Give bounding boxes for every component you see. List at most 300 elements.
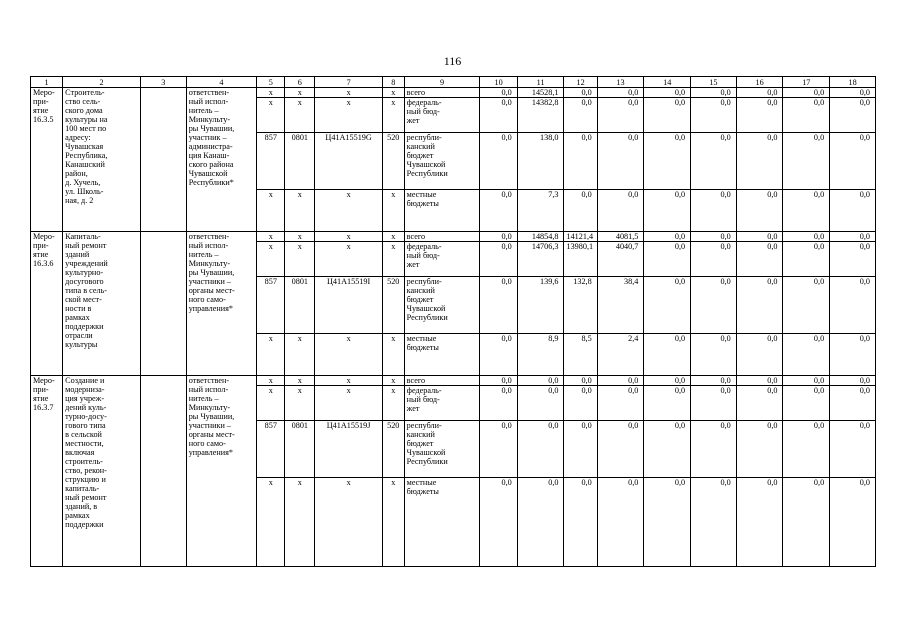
funding-source-line: республи-: [406, 421, 442, 430]
code-cell-c6: х: [285, 376, 315, 386]
amount-cell: 0,0: [480, 334, 517, 376]
amount-cell: 0,0: [830, 421, 876, 478]
amount-cell: 0,0: [691, 242, 737, 277]
amount-cell: 0,0: [830, 376, 876, 386]
amount-cell: 0,0: [783, 421, 830, 478]
event-name-cell: [63, 88, 141, 232]
amount-cell: 14854,8: [517, 232, 564, 242]
executor-line: Минкульту-: [188, 403, 231, 412]
event-id-line: 16.3.6: [33, 259, 54, 268]
amount-cell: 0,0: [736, 478, 783, 567]
event-name-line: ского дома: [65, 106, 103, 115]
code-cell-c6: х: [285, 334, 315, 376]
funding-source-line: бюджет: [406, 295, 434, 304]
code-cell-c8: х: [382, 232, 404, 242]
amount-cell: 0,0: [644, 386, 691, 421]
column-header: 17: [783, 77, 830, 88]
header-row: [31, 77, 876, 88]
funding-source-cell: [404, 232, 480, 242]
amount-cell: 0,0: [736, 376, 783, 386]
amount-cell: 14706,3: [517, 242, 564, 277]
column-header: 4: [186, 77, 257, 88]
amount-cell: 0,0: [597, 386, 644, 421]
column-header: 9: [404, 77, 480, 88]
code-cell-c6: х: [285, 242, 315, 277]
table-row: [31, 376, 876, 386]
event-name-line: ул. Школь-: [65, 187, 104, 196]
amount-cell: 0,0: [480, 421, 517, 478]
funding-source-line: бюджеты: [406, 343, 439, 352]
amount-cell: 0,0: [691, 98, 737, 133]
event-name-line: местности,: [65, 439, 104, 448]
event-name-line: зданий: [65, 250, 90, 259]
funding-source-cell: [404, 98, 480, 133]
amount-cell: 0,0: [644, 376, 691, 386]
funding-source-line: канский: [406, 142, 435, 151]
event-name-line: адресу:: [65, 133, 91, 142]
funding-source-line: республи-: [406, 277, 442, 286]
amount-cell: 0,0: [783, 376, 830, 386]
amount-cell: 0,0: [597, 376, 644, 386]
code-cell-c8: 520: [382, 277, 404, 334]
amount-cell: 0,0: [783, 190, 830, 232]
event-name-line: Капиталь-: [65, 232, 101, 241]
amount-cell: 0,0: [830, 334, 876, 376]
executor-line: администра-: [188, 142, 233, 151]
event-name-line: модерниза-: [65, 385, 105, 394]
funding-source-line: бюджет: [406, 439, 434, 448]
amount-cell: 2,4: [597, 334, 644, 376]
code-cell-c7: х: [315, 478, 382, 567]
amount-cell: 0,0: [644, 88, 691, 98]
funding-source-line: Республики: [406, 313, 448, 322]
code-cell-c8: 520: [382, 133, 404, 190]
funding-source-line: Республики: [406, 457, 448, 466]
amount-cell: 0,0: [480, 190, 517, 232]
amount-cell: 0,0: [830, 277, 876, 334]
code-cell-c8: 520: [382, 421, 404, 478]
executor-line: нитель –: [188, 394, 219, 403]
executor-line: ного само-: [188, 295, 226, 304]
event-name-line: Канашский: [65, 160, 105, 169]
code-cell-c7: Ц41А15519J: [315, 421, 382, 478]
amount-cell: 7,3: [517, 190, 564, 232]
event-name-line: рамках: [65, 313, 90, 322]
amount-cell: 0,0: [830, 98, 876, 133]
amount-cell: 0,0: [736, 133, 783, 190]
empty-cell: [141, 232, 187, 376]
funding-source-line: бюджеты: [406, 199, 439, 208]
code-cell-c7: х: [315, 98, 382, 133]
event-id-line: Меро-: [33, 232, 55, 241]
amount-cell: 0,0: [783, 98, 830, 133]
page-number: 116: [443, 54, 462, 68]
funding-source-cell: [404, 190, 480, 232]
amount-cell: 139,6: [517, 277, 564, 334]
code-cell-c8: х: [382, 478, 404, 567]
funding-source-line: республи-: [406, 133, 442, 142]
event-name-line: отрасли: [65, 331, 93, 340]
amount-cell: 0,0: [691, 232, 737, 242]
amount-cell: 0,0: [691, 376, 737, 386]
event-name-line: ный ремонт: [65, 241, 107, 250]
amount-cell: 0,0: [691, 133, 737, 190]
event-name-line: зданий, в: [65, 502, 98, 511]
column-header: 14: [644, 77, 691, 88]
event-name-line: ция учреж-: [65, 394, 105, 403]
code-cell-c5: х: [257, 88, 285, 98]
executor-line: ного само-: [188, 439, 226, 448]
empty-cell: [141, 88, 187, 232]
amount-cell: 0,0: [783, 334, 830, 376]
code-cell-c8: х: [382, 98, 404, 133]
amount-cell: 8,5: [564, 334, 597, 376]
funding-source-line: жет: [406, 260, 420, 269]
amount-cell: 0,0: [564, 376, 597, 386]
amount-cell: 0,0: [564, 88, 597, 98]
amount-cell: 0,0: [783, 386, 830, 421]
event-name-line: типа в сель-: [65, 286, 108, 295]
event-name-line: ство, рекон-: [65, 466, 107, 475]
column-header: 7: [315, 77, 382, 88]
code-cell-c7: х: [315, 190, 382, 232]
amount-cell: 0,0: [597, 88, 644, 98]
funding-source-cell: [404, 478, 480, 567]
column-header: 16: [736, 77, 783, 88]
amount-cell: 0,0: [736, 277, 783, 334]
amount-cell: 0,0: [480, 277, 517, 334]
event-name-line: струкцию и: [65, 475, 106, 484]
column-header: 10: [480, 77, 517, 88]
amount-cell: 0,0: [480, 98, 517, 133]
amount-cell: 0,0: [736, 232, 783, 242]
code-cell-c5: х: [257, 386, 285, 421]
executor-line: ры Чувашии,: [188, 412, 235, 421]
amount-cell: 0,0: [597, 190, 644, 232]
amount-cell: 0,0: [830, 242, 876, 277]
funding-source-line: Чувашской: [406, 448, 446, 457]
amount-cell: 0,0: [480, 133, 517, 190]
executor-line: участники –: [188, 277, 232, 286]
code-cell-c8: х: [382, 386, 404, 421]
code-cell-c7: х: [315, 376, 382, 386]
amount-cell: 0,0: [736, 421, 783, 478]
event-name-line: 100 мест по: [65, 124, 107, 133]
event-name-line: культурно-: [65, 268, 104, 277]
event-name-line: Строитель-: [65, 88, 105, 97]
executor-line: ры Чувашии,: [188, 124, 235, 133]
event-id-line: Меро-: [33, 88, 55, 97]
funding-source-line: Республики: [406, 169, 448, 178]
amount-cell: 0,0: [480, 88, 517, 98]
event-name-line: район,: [65, 169, 88, 178]
event-id-line: Меро-: [33, 376, 55, 385]
code-cell-c6: 0801: [285, 421, 315, 478]
amount-cell: 0,0: [736, 88, 783, 98]
column-header: 1: [31, 77, 63, 88]
event-id-line: ятие: [33, 250, 49, 259]
column-header: 13: [597, 77, 644, 88]
event-id-cell: [31, 232, 63, 376]
executor-line: нитель –: [188, 106, 219, 115]
code-cell-c5: х: [257, 98, 285, 133]
code-cell-c7: х: [315, 334, 382, 376]
code-cell-c5: х: [257, 376, 285, 386]
amount-cell: 13980,1: [564, 242, 597, 277]
funding-source-cell: [404, 242, 480, 277]
amount-cell: 14528,1: [517, 88, 564, 98]
amount-cell: 0,0: [480, 242, 517, 277]
executor-line: органы мест-: [188, 430, 235, 439]
funding-source-line: местные: [406, 478, 437, 487]
funding-source-cell: [404, 334, 480, 376]
funding-source-line: ный бюд-: [406, 395, 440, 404]
executor-line: ответствен-: [188, 88, 230, 97]
amount-cell: 14382,8: [517, 98, 564, 133]
code-cell-c6: х: [285, 190, 315, 232]
executor-line: ответствен-: [188, 232, 230, 241]
code-cell-c7: х: [315, 386, 382, 421]
funding-source-line: местные: [406, 190, 437, 199]
code-cell-c8: х: [382, 190, 404, 232]
code-cell-c6: х: [285, 232, 315, 242]
event-id-cell: [31, 88, 63, 232]
column-header: 11: [517, 77, 564, 88]
amount-cell: 0,0: [644, 98, 691, 133]
executor-line: участники –: [188, 421, 232, 430]
code-cell-c6: х: [285, 98, 315, 133]
funding-source-line: бюджеты: [406, 487, 439, 496]
event-id-line: при-: [33, 385, 49, 394]
executor-cell: [186, 376, 257, 567]
code-cell-c8: х: [382, 334, 404, 376]
event-id-line: при-: [33, 241, 49, 250]
executor-cell: [186, 232, 257, 376]
column-header: 5: [257, 77, 285, 88]
event-name-line: турно-досу-: [65, 412, 107, 421]
event-id-line: 16.3.7: [33, 403, 54, 412]
executor-line: ского района: [188, 160, 234, 169]
column-header: 15: [691, 77, 737, 88]
amount-cell: 0,0: [691, 478, 737, 567]
amount-cell: 0,0: [830, 478, 876, 567]
amount-cell: 0,0: [597, 478, 644, 567]
code-cell-c5: х: [257, 232, 285, 242]
code-cell-c7: х: [315, 88, 382, 98]
amount-cell: 4040,7: [597, 242, 644, 277]
amount-cell: 0,0: [691, 88, 737, 98]
event-name-line: рамках: [65, 511, 90, 520]
code-cell-c7: х: [315, 232, 382, 242]
amount-cell: 138,0: [517, 133, 564, 190]
event-name-line: Республика,: [65, 151, 108, 160]
event-id-cell: [31, 376, 63, 567]
column-header: 12: [564, 77, 597, 88]
executor-line: участник –: [188, 133, 227, 142]
funding-source-line: местные: [406, 334, 437, 343]
amount-cell: 38,4: [597, 277, 644, 334]
funding-source-line: ный бюд-: [406, 107, 440, 116]
executor-line: Республики*: [188, 178, 234, 187]
code-cell-c6: 0801: [285, 133, 315, 190]
funding-source-line: федераль-: [406, 242, 442, 251]
code-cell-c5: 857: [257, 277, 285, 334]
amount-cell: 0,0: [597, 98, 644, 133]
executor-line: ный испол-: [188, 385, 229, 394]
amount-cell: 0,0: [564, 478, 597, 567]
event-name-line: досугового: [65, 277, 104, 286]
amount-cell: 0,0: [644, 334, 691, 376]
amount-cell: 0,0: [691, 386, 737, 421]
event-name-line: поддержки: [65, 322, 104, 331]
amount-cell: 0,0: [830, 133, 876, 190]
amount-cell: 0,0: [783, 232, 830, 242]
amount-cell: 0,0: [644, 421, 691, 478]
amount-cell: 0,0: [691, 334, 737, 376]
amount-cell: 0,0: [644, 478, 691, 567]
event-name-cell: [63, 232, 141, 376]
amount-cell: 0,0: [517, 478, 564, 567]
amount-cell: 4081,5: [597, 232, 644, 242]
amount-cell: 0,0: [517, 376, 564, 386]
event-name-line: ство сель-: [65, 97, 101, 106]
amount-cell: 14121,4: [564, 232, 597, 242]
amount-cell: 0,0: [480, 376, 517, 386]
amount-cell: 0,0: [691, 277, 737, 334]
amount-cell: 0,0: [644, 277, 691, 334]
event-name-line: капиталь-: [65, 484, 100, 493]
funding-source-line: жет: [406, 404, 420, 413]
executor-line: ры Чувашии,: [188, 268, 235, 277]
executor-line: управления*: [188, 448, 233, 457]
table-row: [31, 232, 876, 242]
code-cell-c5: х: [257, 334, 285, 376]
executor-line: Минкульту-: [188, 259, 231, 268]
event-name-line: в сельской: [65, 430, 102, 439]
amount-cell: 0,0: [783, 133, 830, 190]
event-id-line: 16.3.5: [33, 115, 54, 124]
amount-cell: 0,0: [597, 133, 644, 190]
event-name-line: поддержки: [65, 520, 104, 529]
funding-source-line: федераль-: [406, 98, 442, 107]
column-header: 18: [830, 77, 876, 88]
executor-line: ный испол-: [188, 97, 229, 106]
event-id-line: ятие: [33, 394, 49, 403]
event-name-line: д. Хучель,: [65, 178, 101, 187]
column-header: 8: [382, 77, 404, 88]
amount-cell: 0,0: [517, 421, 564, 478]
code-cell-c5: х: [257, 242, 285, 277]
amount-cell: 0,0: [644, 190, 691, 232]
amount-cell: 0,0: [644, 232, 691, 242]
funding-source-cell: [404, 421, 480, 478]
amount-cell: 0,0: [644, 242, 691, 277]
amount-cell: 0,0: [736, 98, 783, 133]
column-header: 6: [285, 77, 315, 88]
executor-line: ция Канаш-: [188, 151, 230, 160]
amount-cell: 0,0: [480, 386, 517, 421]
event-name-line: культуры на: [65, 115, 108, 124]
executor-cell: [186, 88, 257, 232]
event-name-line: дений куль-: [65, 403, 107, 412]
amount-cell: 0,0: [830, 88, 876, 98]
funding-source-cell: [404, 88, 480, 98]
amount-cell: 0,0: [691, 421, 737, 478]
event-name-line: ской мест-: [65, 295, 102, 304]
code-cell-c6: х: [285, 88, 315, 98]
table-row: [31, 88, 876, 98]
funding-source-line: жет: [406, 116, 420, 125]
funding-source-cell: [404, 133, 480, 190]
executor-line: нитель –: [188, 250, 219, 259]
code-cell-c8: х: [382, 88, 404, 98]
code-cell-c6: х: [285, 478, 315, 567]
amount-cell: 0,0: [783, 478, 830, 567]
amount-cell: 0,0: [830, 386, 876, 421]
event-name-line: гового типа: [65, 421, 106, 430]
event-name-line: Создание и: [65, 376, 105, 385]
code-cell-c5: х: [257, 478, 285, 567]
event-name-line: учреждений: [65, 259, 108, 268]
code-cell-c6: х: [285, 386, 315, 421]
code-cell-c6: 0801: [285, 277, 315, 334]
event-name-line: ная, д. 2: [65, 196, 94, 205]
funding-source-line: канский: [406, 286, 435, 295]
amount-cell: 0,0: [480, 232, 517, 242]
empty-cell: [141, 376, 187, 567]
event-name-cell: [63, 376, 141, 567]
funding-source-line: Чувашской: [406, 304, 446, 313]
amount-cell: 0,0: [517, 386, 564, 421]
event-name-line: ный ремонт: [65, 493, 107, 502]
code-cell-c8: х: [382, 242, 404, 277]
executor-line: Чувашской: [188, 169, 228, 178]
funding-source-line: ный бюд-: [406, 251, 440, 260]
funding-source-line: всего: [406, 376, 426, 385]
code-cell-c7: х: [315, 242, 382, 277]
event-name-line: включая: [65, 448, 95, 457]
funding-source-line: бюджет: [406, 151, 434, 160]
executor-line: органы мест-: [188, 286, 235, 295]
event-name-line: культуры: [65, 340, 98, 349]
amount-cell: 0,0: [564, 190, 597, 232]
amount-cell: 0,0: [644, 133, 691, 190]
amount-cell: 0,0: [736, 386, 783, 421]
funding-source-line: всего: [406, 232, 426, 241]
amount-cell: 0,0: [480, 478, 517, 567]
funding-source-cell: [404, 386, 480, 421]
executor-line: управления*: [188, 304, 233, 313]
amount-cell: 0,0: [736, 242, 783, 277]
funding-source-line: Чувашской: [406, 160, 446, 169]
code-cell-c5: 857: [257, 421, 285, 478]
budget-table: [30, 76, 876, 567]
event-id-line: ятие: [33, 106, 49, 115]
funding-source-cell: [404, 277, 480, 334]
executor-line: Минкульту-: [188, 115, 231, 124]
funding-source-line: канский: [406, 430, 435, 439]
code-cell-c7: Ц41А15519I: [315, 277, 382, 334]
amount-cell: 132,8: [564, 277, 597, 334]
funding-source-line: федераль-: [406, 386, 442, 395]
executor-line: ный испол-: [188, 241, 229, 250]
executor-line: ответствен-: [188, 376, 230, 385]
code-cell-c5: 857: [257, 133, 285, 190]
amount-cell: 0,0: [564, 133, 597, 190]
amount-cell: 0,0: [736, 334, 783, 376]
amount-cell: 0,0: [564, 98, 597, 133]
funding-source-line: всего: [406, 88, 426, 97]
